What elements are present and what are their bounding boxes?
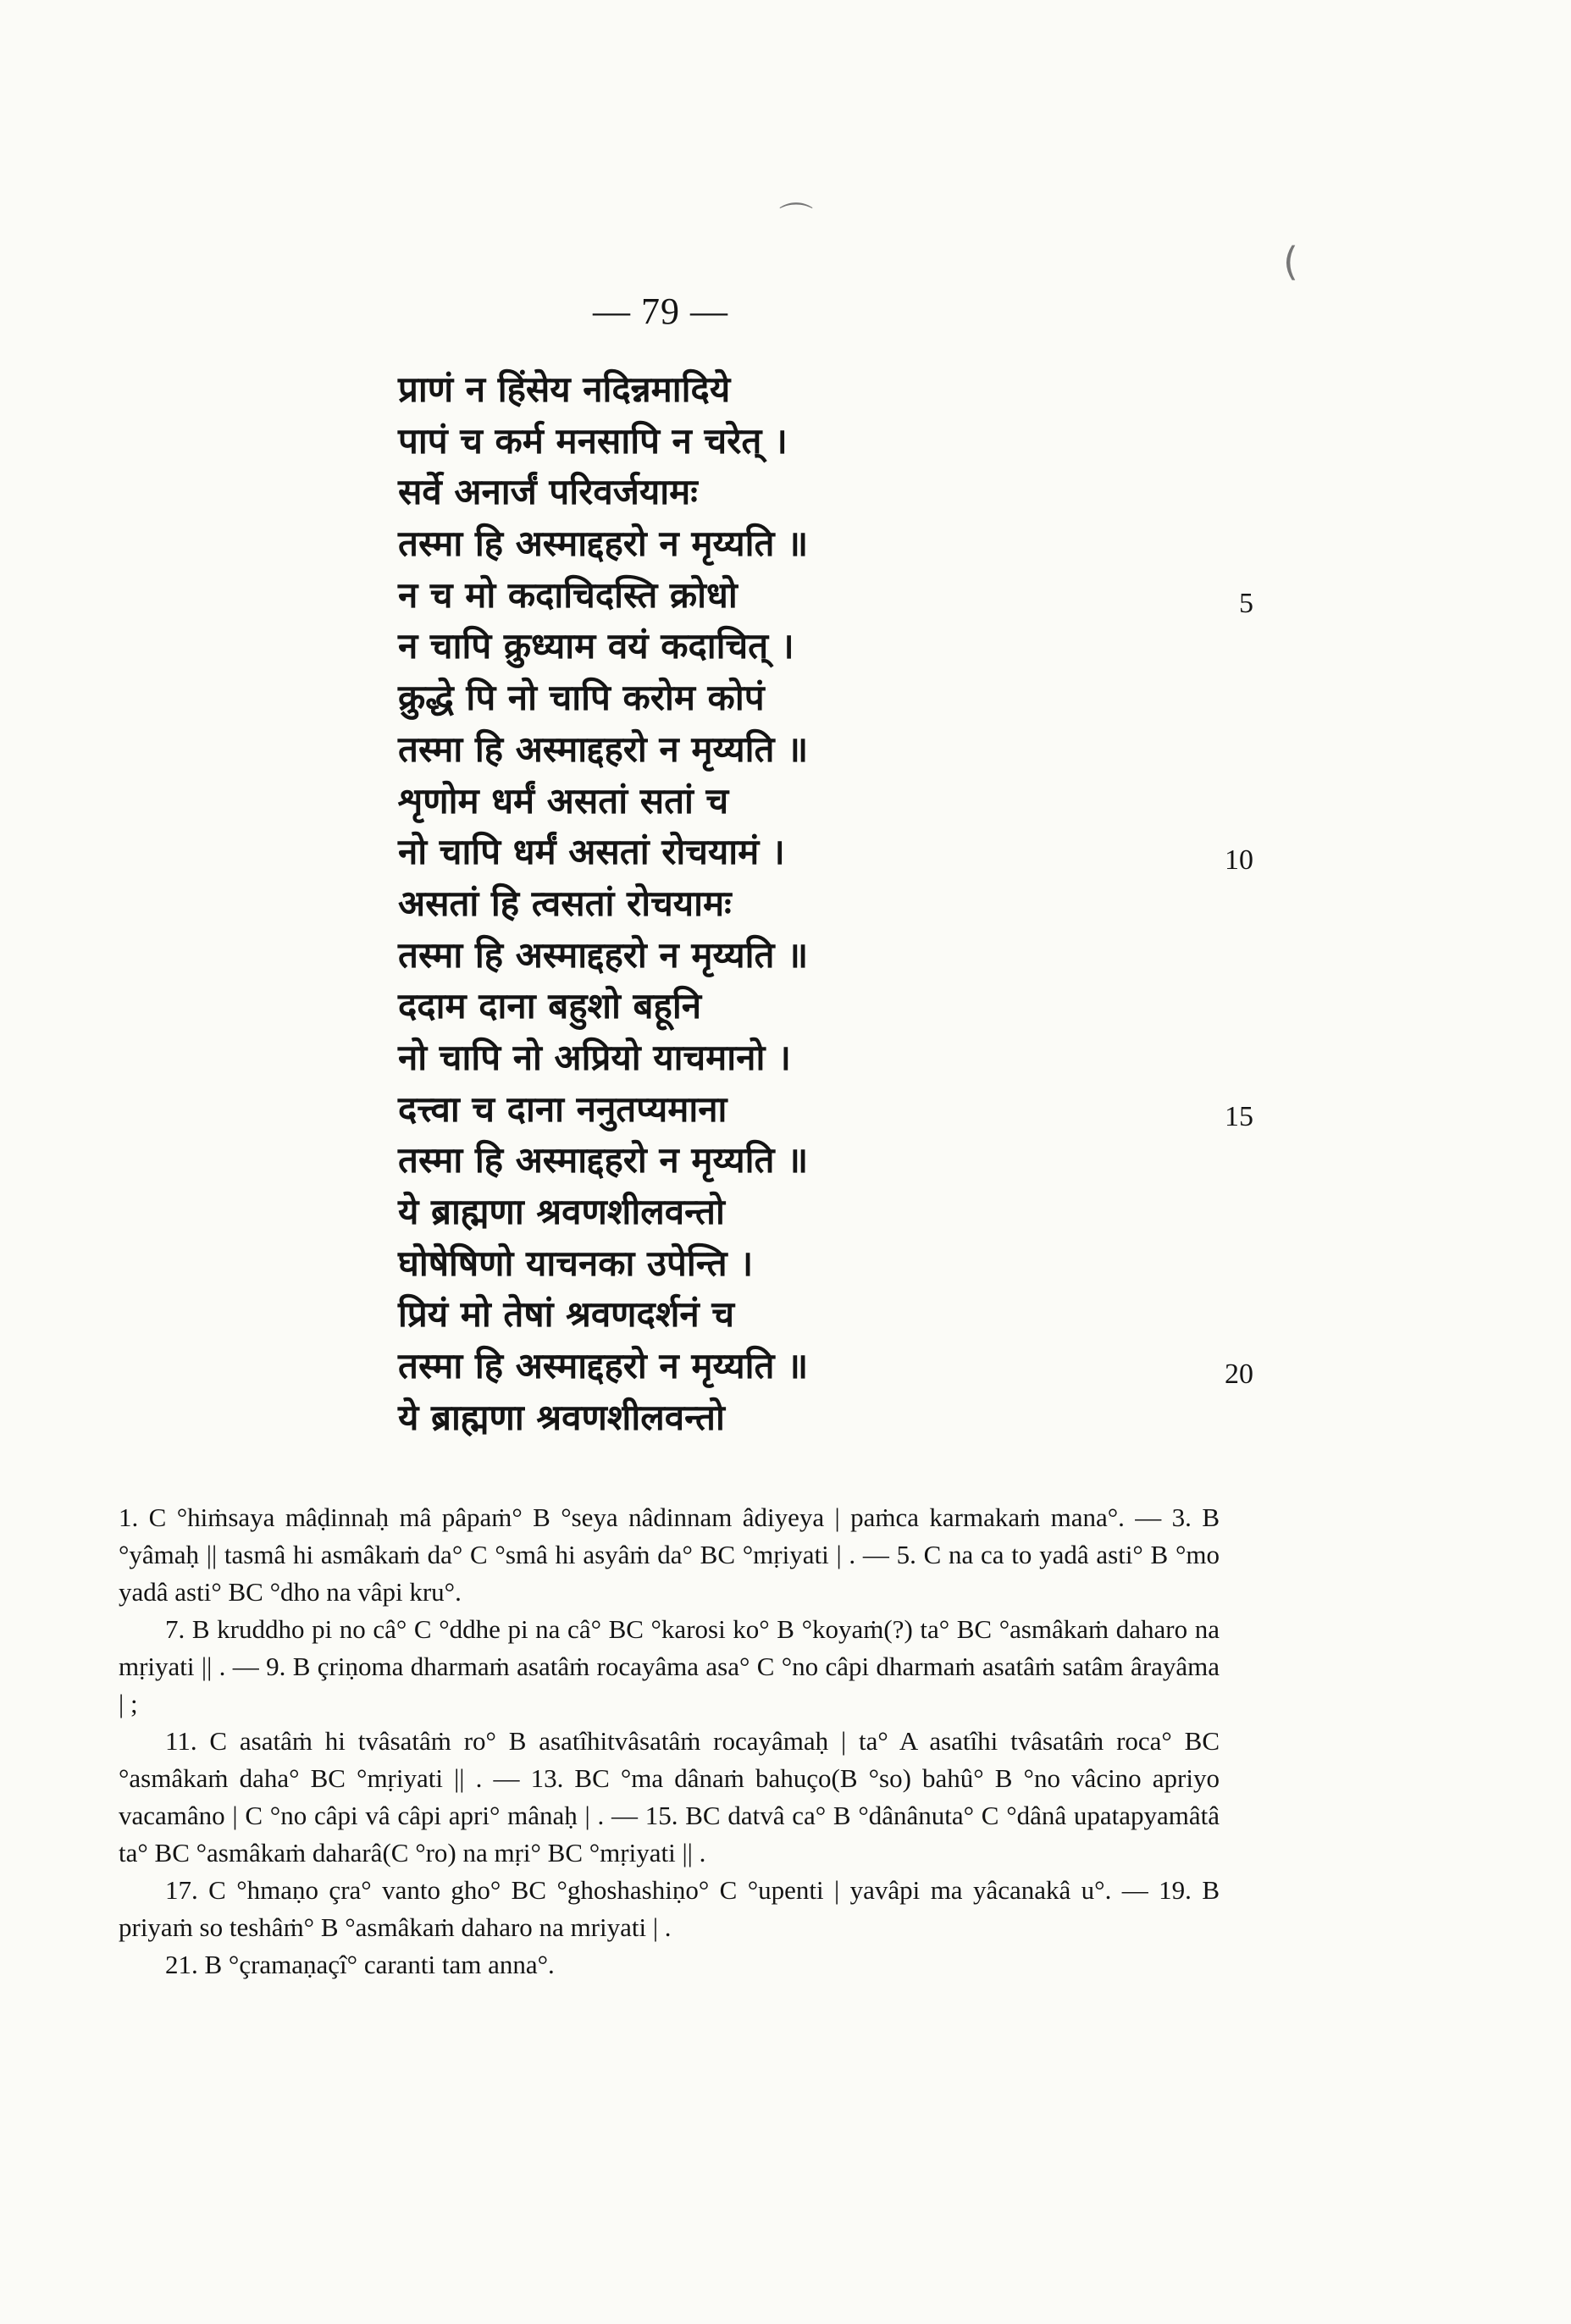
page-number: — 79 — bbox=[593, 290, 728, 332]
footnote: 1. C °hiṁsaya mâḍinnaḥ mâ pâpaṁ° B °seya nâdinnam âdiyeya | paṁca karmakaṁ mana°. — 3. B °yâmaḥ || tasmâ hi asmâkaṁ da° C °smâ hi asyâṁ da° BC °mṛiyati | . — 5. C na ca to yadâ asti° B °mo yadâ asti° BC °dho na vâpi kru°. bbox=[119, 1502, 1220, 1607]
footnote: 21. B °çramaṇaçî° caranti tam anna°. bbox=[165, 1950, 555, 1979]
verse-line: तस्मा हि अस्माद्दहरो न मृय्यति ॥ bbox=[398, 728, 809, 770]
verse-line: प्रियं मो तेषां श्रवणदर्शनं च bbox=[398, 1293, 735, 1336]
line-number: 5 bbox=[1239, 588, 1253, 619]
verse-line: नो चापि धर्मं असतां रोचयामं । bbox=[398, 831, 785, 873]
verse-line: असतां हि त्वसतां रोचयामः bbox=[398, 882, 732, 924]
verse-line: ददाम दाना बहुशो बहूनि bbox=[398, 985, 702, 1027]
verse-line: पापं च कर्म मनसापि न चरेत् । bbox=[398, 419, 788, 462]
line-number: 15 bbox=[1225, 1101, 1253, 1132]
verse-line: सर्वे अनार्जं परिवर्जयामः bbox=[398, 471, 698, 513]
scan-mark: ( bbox=[1283, 239, 1298, 285]
verse-block bbox=[398, 364, 1245, 1443]
verse-line: शृणोम धर्मं असतां सतां च bbox=[398, 779, 729, 822]
line-number: 20 bbox=[1225, 1358, 1253, 1390]
footnote: 11. C asatâṁ hi tvâsatâṁ ro° B asatîhitvâsatâṁ rocayâmaḥ | ta° A asatîhi tvâsatâṁ roca° BC °asmâkaṁ daha° BC °mṛiyati || . — 13. BC °ma dânaṁ bahuço(B °so) bahû° B °no vâcino apriyo vacamâno | C °no câpi vâ câpi apri° mânaḥ | . — 15. BC datvâ ca° B °dânânuta° C °dânâ upatapyamâtâ ta° BC °asmâkaṁ daharâ(C °ro) na mṛi° BC °mṛiyati || . bbox=[119, 1726, 1220, 1868]
verse-line: तस्मा हि अस्माद्दहरो न मृय्यति ॥ bbox=[398, 523, 809, 565]
verse-line: प्राणं न हिंसेय नदिन्नमादिये bbox=[398, 368, 731, 410]
line-number: 10 bbox=[1225, 844, 1253, 876]
verse-line: तस्मा हि अस्माद्दहरो न मृय्यति ॥ bbox=[398, 933, 809, 976]
verse-line: क्रुद्धे पि नो चापि करोम कोपं bbox=[398, 677, 765, 719]
verse-line: घोषेषिणो याचनका उपेन्ति । bbox=[398, 1242, 754, 1284]
scan-mark: ⌒ bbox=[779, 201, 813, 240]
verse-line: दत्त्वा च दाना ननुतप्यमाना bbox=[398, 1087, 727, 1130]
footnotes bbox=[119, 1499, 1220, 1984]
footnote: 17. C °hmaṇo çra° vanto gho° BC °ghoshashiṇo° C °upenti | yavâpi ma yâcanakâ u°. — 19. B priyaṁ so teshâṁ° B °asmâkaṁ daharo na mriyati | . bbox=[119, 1875, 1220, 1942]
verse-line: न चापि क्रुध्याम वयं कदाचित् । bbox=[398, 625, 794, 667]
verse-line: न च मो कदाचिदस्ति क्रोधो bbox=[398, 573, 738, 616]
verse-line: ये ब्राह्मणा श्रवणशीलवन्तो bbox=[398, 1191, 725, 1232]
verse-line: ये ब्राह्मणा श्रवणशीलवन्तो bbox=[398, 1396, 725, 1438]
footnote: 7. B kruddho pi no câ° C °ddhe pi na câ° BC °karosi ko° B °koyaṁ(?) ta° BC °asmâkaṁ daharo na mṛiyati || . — 9. B çriṇoma dharmaṁ asatâṁ rocayâma asa° C °no câpi dharmaṁ asatâṁ satâm ârayâma | ; bbox=[119, 1614, 1220, 1718]
verse-line: नो चापि नो अप्रियो याचमानो । bbox=[398, 1036, 791, 1078]
verse-line: तस्मा हि अस्माद्दहरो न मृय्यति ॥ bbox=[398, 1139, 809, 1181]
verse-line: तस्मा हि अस्माद्दहरो न मृय्यति ॥ bbox=[398, 1345, 809, 1387]
